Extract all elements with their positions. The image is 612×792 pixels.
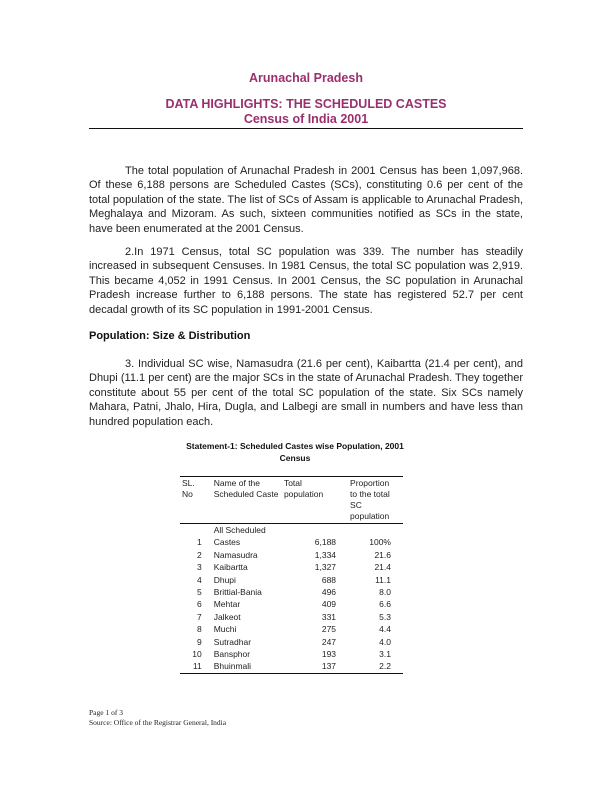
- cell-sl: 7: [196, 611, 202, 622]
- cell-sl: 8: [196, 624, 202, 635]
- cell-proportion: 100%: [369, 537, 391, 548]
- paragraph-3: [89, 357, 523, 429]
- cell-sl: 1: [196, 537, 202, 548]
- column-header-proportion: Proportion to the total SC population: [348, 477, 403, 524]
- cell-total: 331: [321, 611, 337, 622]
- paragraph-3-text: 3. Individual SC wise, Namasudra (21.6 per cent), Kaibartta (21.4 per cent), and Dhupi (11.1 per cent) are the major SCs in the state of Arunachal Pradesh. They together constitute about 55 per cent of the total SC population of the state. Six SCs namely Mahara, Patni, Jhalo, Hira, Dugla, and Lalbegi are small in numbers and have less than hundred population each.: [89, 358, 523, 428]
- cell-total: 275: [321, 624, 337, 635]
- document-title: [0, 97, 612, 127]
- cell-name: Dhupi: [213, 574, 236, 585]
- table-row: [180, 636, 403, 648]
- cell-name: Namasudra: [213, 549, 258, 560]
- cell-name: Jalkeot: [213, 611, 241, 622]
- cell-total: 137: [282, 660, 348, 673]
- cell-total: 688: [321, 574, 337, 585]
- cell-total: 1,334: [314, 549, 337, 560]
- table-row: [180, 524, 403, 549]
- column-header-sl: SL. No: [180, 477, 212, 524]
- cell-proportion: 21.6: [374, 549, 391, 560]
- table-row: [180, 574, 403, 586]
- cell-total: 409: [321, 599, 337, 610]
- cell-proportion: 2.2: [348, 660, 403, 673]
- header-rule: [89, 128, 523, 129]
- cell-proportion: 8.0: [379, 587, 391, 598]
- cell-proportion: 11.1: [375, 574, 391, 585]
- cell-sl: 11: [180, 660, 212, 673]
- cell-proportion: 5.3: [379, 611, 391, 622]
- subtitle-line: Census of India 2001: [243, 112, 369, 126]
- paragraph-1: [89, 164, 523, 236]
- cell-sl: 9: [196, 636, 202, 647]
- cell-total: 193: [321, 649, 337, 660]
- paragraph-2-text: 2.In 1971 Census, total SC population was 339. The number has steadily increased in subsequent Censuses. In 1981 Census, the total SC population was 2,919. This became 4,052 in 1991 Census. In 2001 Census, the SC population in Arunachal Pradesh increase further to 6,188 persons. The state has registered 52.7 per cent decadal growth of its SC population in 1991-2001 Census.: [89, 246, 523, 316]
- cell-total: 6,188: [314, 537, 337, 548]
- cell-sl: 5: [196, 587, 202, 598]
- cell-proportion: 6.6: [379, 599, 391, 610]
- source-note: Source: Office of the Registrar General, India: [89, 717, 227, 727]
- cell-sl: 2: [196, 549, 202, 560]
- cell-sl: 3: [196, 562, 202, 573]
- column-header-total: Total population: [282, 477, 348, 524]
- cell-name: Bansphor: [213, 649, 251, 660]
- cell-name: Bhuinmali: [212, 660, 282, 673]
- cell-total: 1,327: [314, 562, 337, 573]
- paragraph-2: [89, 245, 523, 317]
- cell-name: Mehtar: [213, 599, 241, 610]
- table-row: [180, 549, 403, 561]
- footer: [89, 708, 226, 727]
- cell-name: Muchi: [213, 624, 237, 635]
- state-title: Arunachal Pradesh: [249, 71, 363, 85]
- table-row: [180, 561, 403, 573]
- title-line: DATA HIGHLIGHTS: THE SCHEDULED CASTES: [165, 97, 447, 111]
- cell-name: Kaibartta: [213, 562, 248, 573]
- cell-total: 247: [321, 636, 337, 647]
- table-row: [180, 586, 403, 598]
- cell-sl: 4: [196, 574, 202, 585]
- table-header-row: [180, 477, 403, 524]
- cell-sl: 10: [192, 649, 202, 660]
- cell-proportion: 4.0: [379, 636, 391, 647]
- sc-population-table: [180, 476, 403, 674]
- cell-name: Brittial-Bania: [213, 587, 262, 598]
- cell-name: Sutradhar: [213, 636, 252, 647]
- table-row: [180, 660, 403, 673]
- table-row: [180, 598, 403, 610]
- cell-proportion: 21.4: [374, 562, 391, 573]
- paragraph-1-text: The total population of Arunachal Pradesh in 2001 Census has been 1,097,968. Of these 6,188 persons are Scheduled Castes (SCs), constituting 0.6 per cent of the total population of the state. The list of SCs of Assam is applicable to Arunachal Pradesh, Meghalaya and Mizoram. As such, sixteen communities notified as SCs in the state, have been enumerated at the 2001 Census.: [89, 165, 523, 235]
- section-heading: Population: Size & Distribution: [89, 330, 251, 342]
- statement-title: Statement-1: Scheduled Castes wise Population, 2001 Census: [186, 441, 404, 463]
- table-row: [180, 648, 403, 660]
- cell-total: 496: [321, 587, 337, 598]
- column-header-name: Name of the Scheduled Caste: [212, 477, 282, 524]
- table-row: [180, 623, 403, 635]
- cell-proportion: 3.1: [379, 649, 391, 660]
- cell-name: All Scheduled Castes: [213, 525, 266, 548]
- table-row: [180, 611, 403, 623]
- table-body: [180, 524, 403, 674]
- cell-sl: 6: [196, 599, 202, 610]
- page-number: Page 1 of 3: [89, 708, 123, 717]
- cell-proportion: 4.4: [379, 624, 391, 635]
